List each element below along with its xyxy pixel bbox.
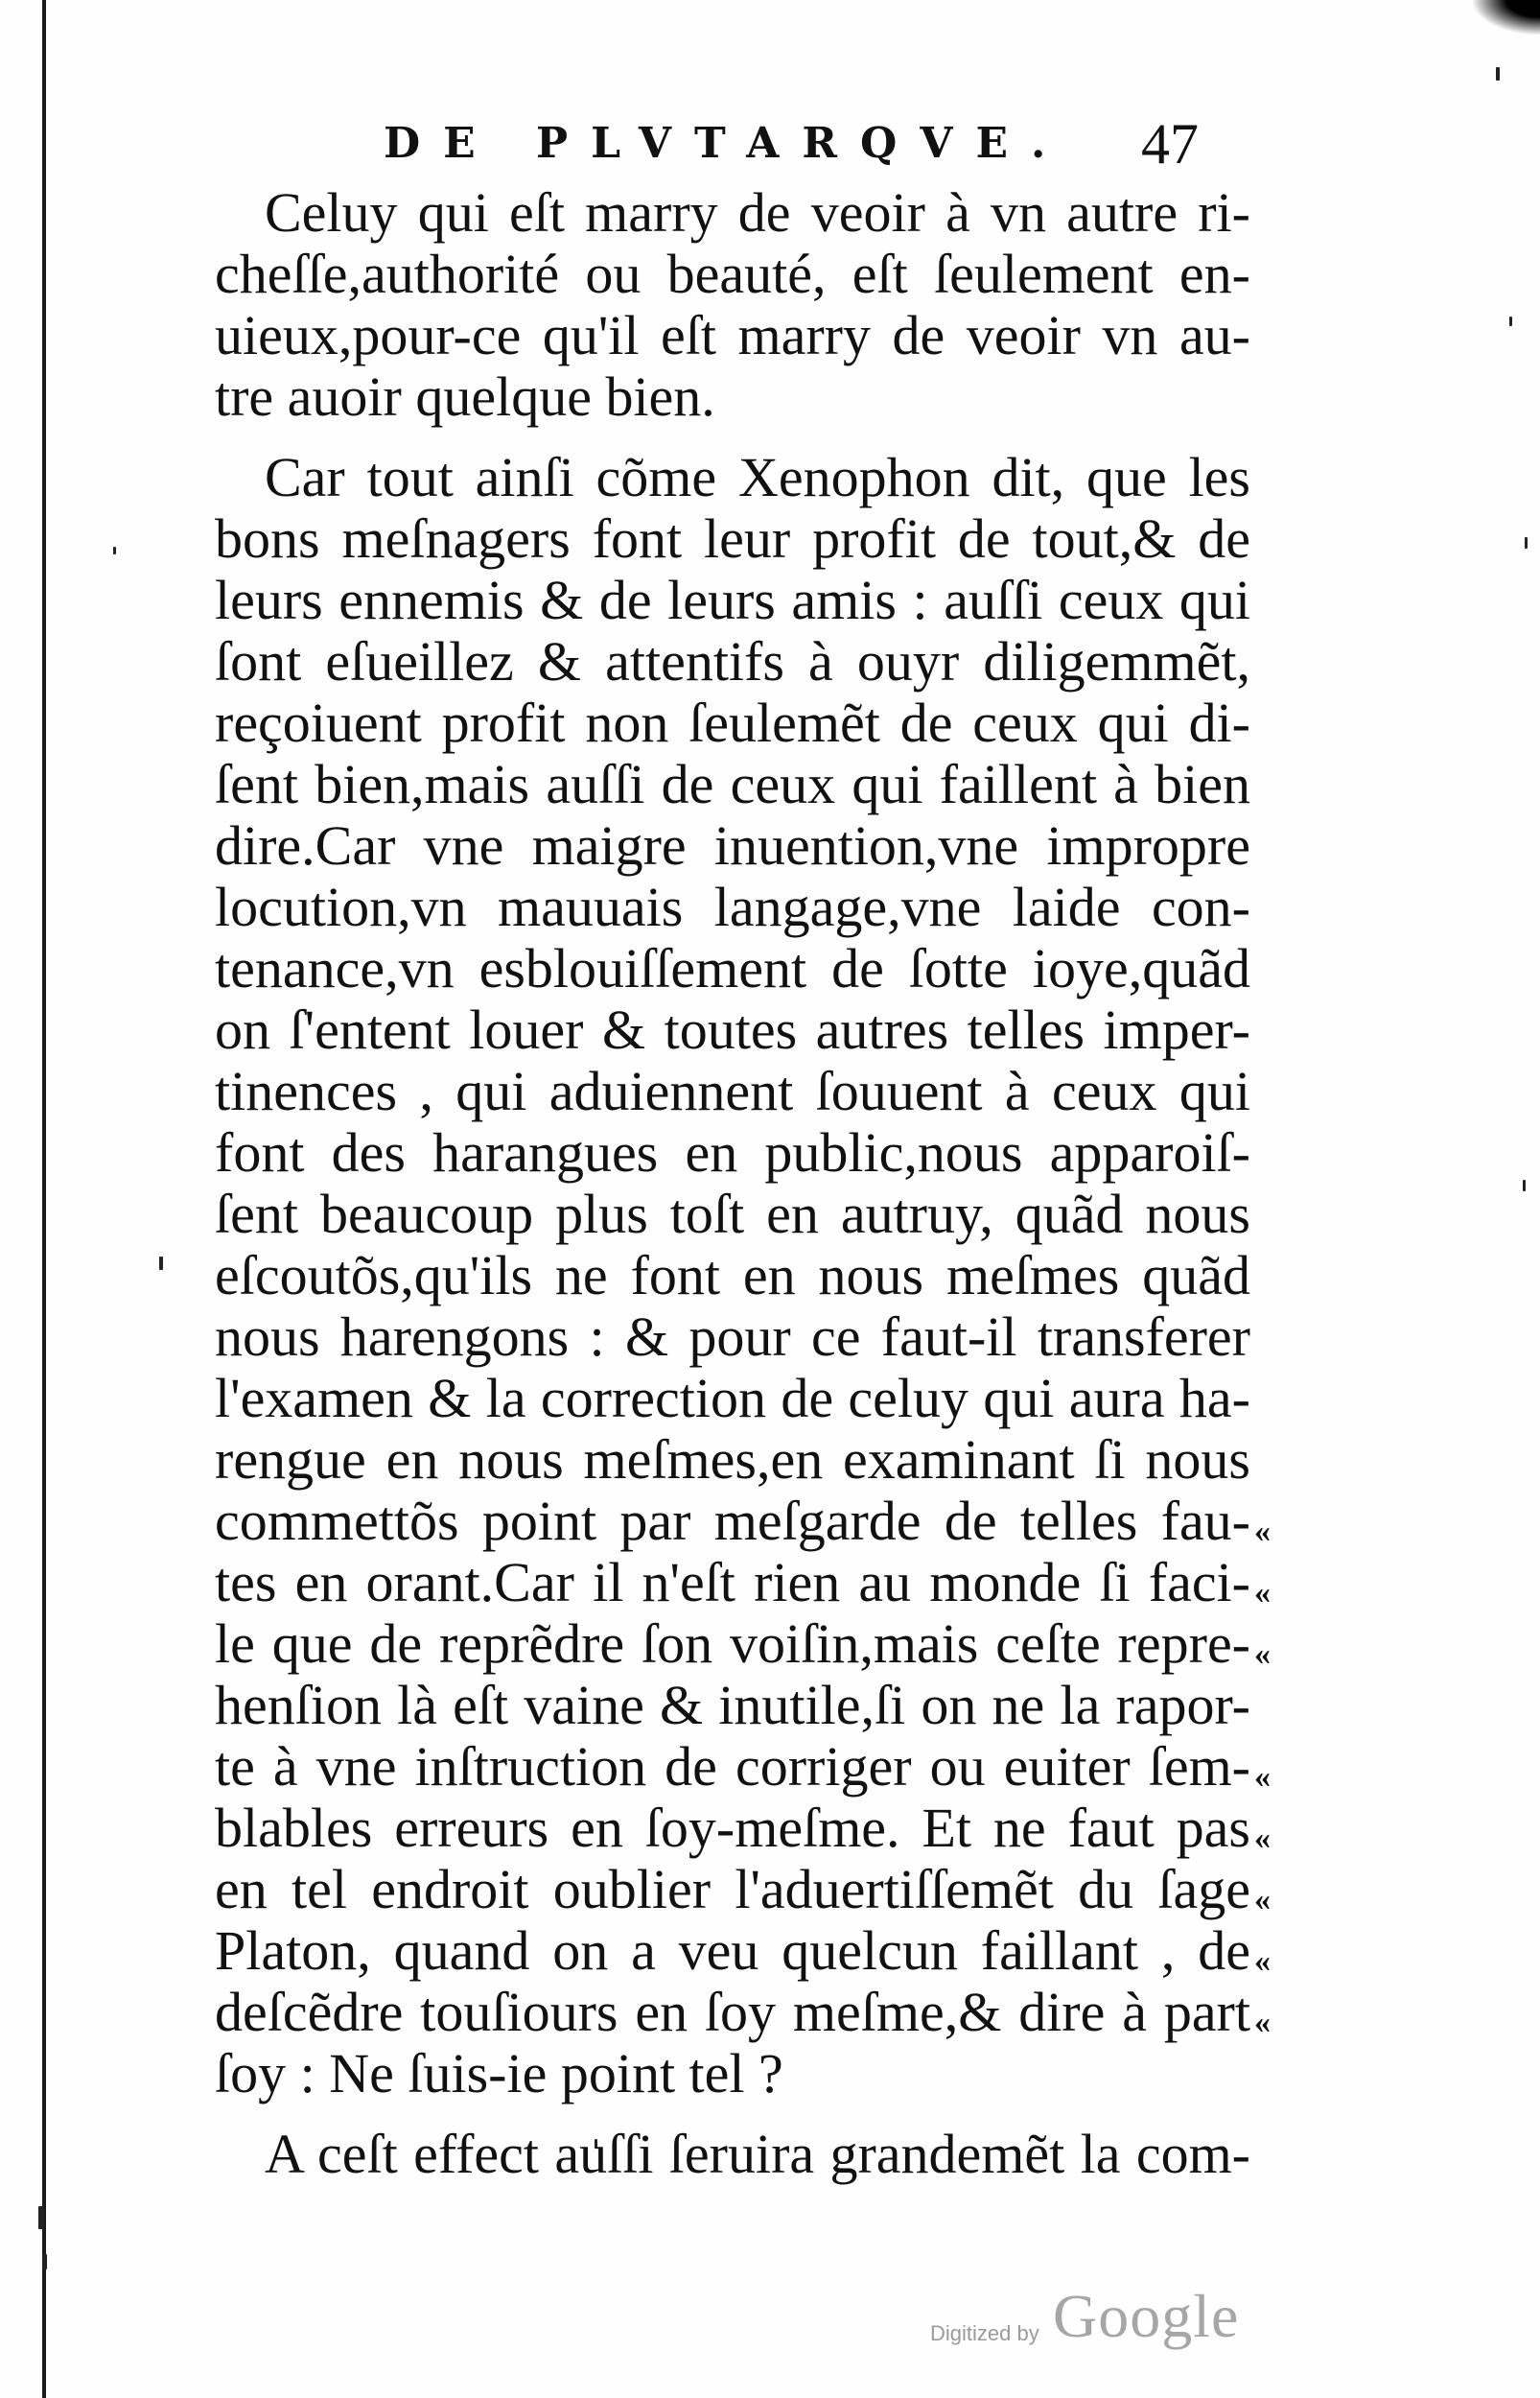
text-line: te à vne inſtruction de corriger ou euiter ſem-	[215, 1735, 1250, 1798]
text-line: ſont eſueillez & attentifs à ouyr diligemmẽt,	[215, 630, 1250, 693]
text-line: tes en orant.Car il n'eſt rien au monde ſi faci-	[215, 1551, 1250, 1613]
text-line: deſcẽdre touſiours en ſoy meſme,& dire à part	[215, 1981, 1250, 2043]
text-line: cheſſe,authorité ou beauté, eſt ſeulement en-	[215, 243, 1250, 305]
text-line: blables erreurs en ſoy-meſme. Et ne faut pas	[215, 1797, 1250, 1859]
running-head	[384, 112, 1227, 176]
paragraph-gap	[215, 2104, 1250, 2124]
text-line: leurs ennemis & de leurs amis : auſſi ceux qui	[215, 569, 1250, 631]
scan-speck	[159, 1257, 163, 1270]
text-line: Car tout ainſi cõme Xenophon dit, que les	[265, 446, 1250, 508]
quote-mark: «	[1254, 1943, 1271, 1979]
watermark-brand: Google	[1053, 2282, 1240, 2350]
text-line: uieux,pour-ce qu'il eſt marry de veoir vn au-	[215, 304, 1250, 366]
text-line: tinences , qui aduiennent ſouuent à ceux qui	[215, 1060, 1250, 1122]
text-line: en tel endroit oublier l'aduertiſſemẽt du ſage	[215, 1858, 1250, 1920]
text-line: reçoiuent profit non ſeulemẽt de ceux qui di-	[215, 692, 1250, 754]
text-line: dire.Car vne maigre inuention,vne impropre	[215, 814, 1250, 877]
text-line: font des harangues en public,nous apparoiſ-	[215, 1121, 1250, 1184]
digitized-watermark	[930, 2281, 1240, 2367]
quote-mark: «	[1254, 2005, 1271, 2040]
body-text	[215, 182, 1250, 2185]
scan-speck	[1525, 537, 1528, 549]
text-line: nous harengons : & pour ce faut-il transferer	[215, 1305, 1250, 1368]
quote-mark: «	[1254, 1882, 1271, 1917]
scan-speck	[1523, 1180, 1526, 1191]
paragraph-gap	[215, 428, 1250, 447]
text-line: l'examen & la correction de celuy qui aura ha-	[215, 1367, 1250, 1429]
scan-speck	[1509, 317, 1512, 326]
text-line: tre auoir quelque bien.	[215, 365, 715, 428]
quote-mark: «	[1254, 1821, 1271, 1856]
quote-mark: «	[1254, 1514, 1271, 1549]
text-line: on ſ'entent louer & toutes autres telles imper-	[215, 999, 1250, 1061]
scan-speck	[38, 2206, 44, 2229]
text-line: ſoy : Ne ſuis-ie point tel ?	[215, 2042, 783, 2104]
text-line: locution,vn mauuais langage,vne laide con-	[215, 876, 1250, 938]
text-line: A ceſt effect auſſi ſeruira grandemẽt la com-	[265, 2123, 1250, 2185]
quote-mark: «	[1254, 1636, 1271, 1672]
text-line: tenance,vn esblouiſſement de ſotte ioye,quãd	[215, 937, 1250, 999]
text-line: ſent beaucoup plus toſt en autruy, quãd nous	[215, 1183, 1250, 1245]
page-number: 47	[1141, 112, 1199, 176]
text-line: commettõs point par meſgarde de telles fau-	[215, 1490, 1250, 1552]
text-line: eſcoutõs,qu'ils ne font en nous meſmes quãd	[215, 1244, 1250, 1306]
corner-ink-smudge	[1473, 0, 1540, 35]
scan-speck	[113, 547, 116, 554]
text-line: rengue en nous meſmes,en examinant ſi nous	[215, 1428, 1250, 1491]
running-title: DE PLVTARQVE.	[384, 119, 1069, 168]
text-line: ſent bien,mais auſſi de ceux qui faillent à bien	[215, 753, 1250, 815]
quote-mark: «	[1254, 1759, 1271, 1795]
quote-mark: «	[1254, 1575, 1271, 1610]
text-line: Platon, quand on a veu quelcun faillant , de	[215, 1919, 1250, 1982]
page-edge-shadow	[42, 0, 46, 2398]
scan-speck	[42, 2254, 47, 2269]
text-line: Celuy qui eſt marry de veoir à vn autre ri-	[265, 181, 1250, 244]
text-line: henſion là eſt vaine & inutile,ſi on ne la rapor-	[215, 1674, 1250, 1736]
text-line: le que de reprẽdre ſon voiſin,mais ceſte repre-	[215, 1612, 1250, 1675]
scan-speck	[1496, 67, 1500, 81]
text-line: bons meſnagers font leur profit de tout,& de	[215, 507, 1250, 570]
watermark-prefix: Digitized by	[930, 2321, 1039, 2345]
